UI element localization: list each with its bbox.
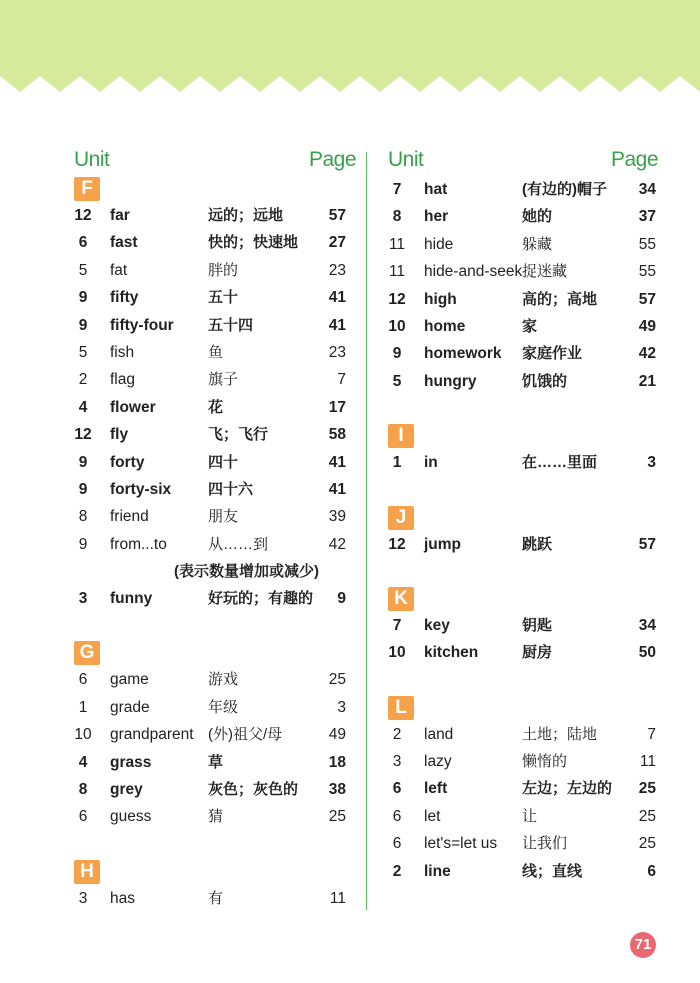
- vocab-row: [388, 176, 658, 203]
- unit-number: 2: [392, 862, 402, 880]
- chinese-meaning: (外)祖父/母: [208, 726, 283, 744]
- english-word: left: [424, 780, 448, 798]
- chinese-meaning: 朋友: [208, 508, 239, 526]
- unit-number: 12: [388, 290, 406, 308]
- english-word: key: [424, 616, 450, 634]
- english-word: fly: [110, 426, 129, 444]
- letter-badge-l: L: [388, 696, 414, 720]
- vocab-row: [74, 202, 356, 229]
- english-word: from...to: [110, 535, 167, 553]
- english-word: funny: [110, 590, 153, 608]
- column-divider: [366, 152, 367, 910]
- chinese-meaning: 猜: [208, 808, 224, 826]
- page-ref: 41: [328, 453, 346, 471]
- unit-number: 7: [392, 616, 402, 634]
- section-l-rows: [388, 721, 658, 885]
- unit-number: 8: [392, 208, 402, 226]
- unit-number: 6: [392, 780, 402, 798]
- english-word: has: [110, 889, 135, 907]
- vocab-row: [388, 340, 658, 367]
- vocab-row: [388, 531, 658, 558]
- letter-badge-g: G: [74, 641, 100, 665]
- unit-number: 5: [78, 261, 88, 279]
- vocab-row: [74, 776, 356, 803]
- page-ref: 25: [638, 807, 656, 825]
- unit-number: 6: [78, 808, 88, 826]
- vocab-row: [74, 339, 356, 366]
- page-ref: 49: [638, 317, 656, 335]
- unit-number: 9: [78, 289, 88, 307]
- unit-number: 9: [78, 535, 88, 553]
- english-word: her: [424, 208, 449, 226]
- vocab-row: [74, 885, 356, 912]
- vocab-row: [74, 585, 356, 612]
- zigzag-banner-shape: [0, 0, 700, 92]
- chinese-meaning: 草: [208, 753, 224, 771]
- section-f-rows: [74, 202, 356, 558]
- english-word: lazy: [424, 753, 452, 771]
- english-word: flower: [110, 398, 156, 416]
- vocab-row: [388, 313, 658, 340]
- unit-number: 4: [78, 398, 88, 416]
- chinese-meaning: 家庭作业: [522, 345, 583, 363]
- english-word: homework: [424, 345, 502, 363]
- page-ref: 3: [647, 454, 656, 472]
- page-ref: 21: [638, 372, 656, 390]
- page-ref: 41: [328, 480, 346, 498]
- unit-number: 11: [388, 263, 406, 281]
- chinese-meaning: 鱼: [208, 343, 224, 361]
- page-number-badge: 71: [630, 932, 656, 958]
- unit-number: 12: [74, 426, 92, 444]
- chinese-meaning: 钥匙: [522, 616, 553, 634]
- page-ref: 11: [639, 753, 656, 771]
- english-word: grey: [110, 781, 143, 799]
- vocab-row: [388, 748, 658, 775]
- unit-number: 5: [78, 343, 88, 361]
- unit-number: 2: [78, 371, 88, 389]
- vocab-row: [388, 775, 658, 802]
- section-h: [74, 859, 356, 885]
- chinese-meaning: 远的；远地: [208, 207, 284, 224]
- unit-number: 10: [74, 726, 92, 744]
- chinese-meaning: 游戏: [208, 671, 239, 689]
- chinese-meaning: 懒惰的: [522, 753, 568, 771]
- vocab-row: [74, 666, 356, 693]
- section-i: [388, 423, 658, 449]
- vocab-row: [388, 639, 658, 666]
- english-word: let: [424, 807, 441, 825]
- page-ref: 3: [337, 698, 346, 716]
- page-ref: 39: [328, 508, 346, 526]
- english-word: high: [424, 290, 457, 308]
- chinese-meaning: 飞；飞行: [208, 426, 269, 444]
- unit-number: 12: [388, 535, 406, 553]
- unit-number: 11: [388, 235, 406, 253]
- english-word: hat: [424, 181, 448, 198]
- section-l: [388, 695, 658, 721]
- section-j: [388, 505, 658, 531]
- page-ref: 55: [638, 235, 656, 253]
- english-word: flag: [110, 371, 135, 389]
- vocab-row: [74, 531, 356, 558]
- page-ref: 41: [328, 316, 346, 334]
- vocab-row: [74, 394, 356, 421]
- vocab-row: [388, 231, 658, 258]
- vocab-row: [388, 721, 658, 748]
- vocab-row: [74, 503, 356, 530]
- page-ref: 7: [647, 725, 656, 743]
- english-word: fat: [110, 261, 128, 279]
- chinese-meaning: 胖的: [208, 261, 239, 279]
- unit-number: 9: [78, 316, 88, 334]
- vocab-row: [74, 803, 356, 830]
- chinese-meaning: 快的；快速地: [208, 234, 299, 252]
- chinese-meaning: 年级: [208, 698, 239, 716]
- vocab-row: [74, 749, 356, 776]
- section-k-rows: [388, 612, 658, 667]
- chinese-meaning: 高的；高地: [522, 290, 598, 308]
- page-ref: 57: [638, 535, 656, 553]
- english-word: line: [424, 862, 451, 880]
- vocab-row: [74, 449, 356, 476]
- english-word: hide-and-seek: [424, 263, 523, 281]
- vocab-row: [388, 830, 658, 857]
- vocab-row: [74, 284, 356, 311]
- page-ref: 38: [328, 781, 346, 799]
- page-ref: 11: [329, 889, 346, 907]
- page-ref: 23: [328, 343, 346, 361]
- page-ref: 41: [328, 289, 346, 307]
- vocab-row: [388, 258, 658, 285]
- right-column: [388, 148, 658, 885]
- page-ref: 58: [328, 426, 346, 444]
- vocab-row: [388, 368, 658, 395]
- from-to-note: (表示数量增加或减少): [174, 563, 319, 581]
- vocab-row: [388, 803, 658, 830]
- section-h-rows: [74, 885, 356, 912]
- english-word: guess: [110, 808, 152, 826]
- section-h-cont-rows: [388, 176, 658, 395]
- unit-header: Unit: [388, 148, 424, 171]
- chinese-meaning: 线；直线: [522, 862, 583, 880]
- english-word: jump: [424, 535, 462, 553]
- english-word: fish: [110, 343, 135, 361]
- vocab-row: [74, 421, 356, 448]
- page-ref: 25: [638, 835, 656, 853]
- unit-number: 9: [78, 453, 88, 471]
- english-word: forty-six: [110, 480, 172, 498]
- page-ref: 17: [328, 398, 346, 416]
- section-j-rows: [388, 531, 658, 558]
- chinese-meaning: (有边的)帽子: [522, 181, 607, 198]
- left-header: [74, 148, 356, 176]
- unit-number: 5: [392, 372, 402, 390]
- left-column: [74, 148, 356, 912]
- vocab-row: [74, 721, 356, 748]
- english-word: hide: [424, 235, 454, 253]
- english-word: forty: [110, 453, 145, 471]
- chinese-meaning: 五十: [208, 289, 239, 307]
- page-ref: 6: [647, 862, 656, 880]
- chinese-meaning: 从……到: [208, 535, 269, 553]
- page-ref: 18: [328, 753, 346, 771]
- vocab-row: [388, 449, 658, 476]
- page-ref: 57: [638, 290, 656, 308]
- chinese-meaning: 让: [522, 807, 538, 825]
- unit-number: 6: [392, 835, 402, 853]
- chinese-meaning: 家: [522, 317, 538, 335]
- english-word: home: [424, 317, 466, 335]
- unit-number: 1: [78, 698, 88, 716]
- page-ref: 34: [638, 181, 656, 198]
- section-i-rows: [388, 449, 658, 476]
- chinese-meaning: 饥饿的: [522, 372, 568, 390]
- section-f: [74, 176, 356, 202]
- unit-number: 1: [392, 454, 402, 472]
- unit-number: 6: [78, 671, 88, 689]
- page-ref: 42: [638, 345, 656, 363]
- english-word: friend: [110, 508, 149, 526]
- chinese-meaning: 左边；左边的: [522, 780, 613, 798]
- english-word: land: [424, 725, 454, 743]
- letter-badge-j: J: [388, 506, 414, 530]
- section-g-rows: [74, 666, 356, 830]
- page-ref: 25: [638, 780, 656, 798]
- english-word: fifty-four: [110, 316, 174, 334]
- chinese-meaning: 有: [208, 889, 224, 907]
- page-ref: 50: [638, 644, 656, 662]
- chinese-meaning: 她的: [522, 208, 553, 226]
- page-ref: 25: [328, 671, 346, 689]
- english-word: fast: [110, 234, 138, 252]
- unit-number: 9: [78, 480, 88, 498]
- letter-badge-f: F: [74, 177, 100, 201]
- chinese-meaning: 花: [208, 398, 224, 416]
- english-word: grandparent: [110, 726, 194, 744]
- page-ref: 55: [638, 263, 656, 281]
- vocab-row: [74, 229, 356, 256]
- unit-header: Unit: [74, 148, 110, 171]
- page-ref: 49: [328, 726, 346, 744]
- letter-badge-h: H: [74, 860, 100, 884]
- page-ref: 7: [337, 371, 346, 389]
- chinese-meaning: 土地；陆地: [522, 725, 598, 743]
- chinese-meaning: 好玩的；有趣的: [208, 590, 314, 608]
- unit-number: 4: [78, 753, 88, 771]
- unit-number: 7: [392, 181, 402, 198]
- chinese-meaning: 躲藏: [522, 235, 553, 253]
- letter-badge-k: K: [388, 587, 414, 611]
- vocab-row: [388, 286, 658, 313]
- chinese-meaning: 厨房: [522, 644, 553, 662]
- vocab-row: [74, 476, 356, 503]
- english-word: game: [110, 671, 149, 689]
- right-header: [388, 148, 658, 176]
- page-ref: 37: [638, 208, 656, 226]
- section-g: [74, 640, 356, 666]
- chinese-meaning: 捉迷藏: [522, 263, 568, 281]
- chinese-meaning: 五十四: [208, 316, 254, 334]
- unit-number: 9: [392, 345, 402, 363]
- page-ref: 34: [638, 616, 656, 634]
- chinese-meaning: 让我们: [522, 835, 568, 853]
- page-ref: 25: [328, 808, 346, 826]
- english-word: hungry: [424, 372, 477, 390]
- section-f-rows-2: [74, 585, 356, 612]
- page-ref: 27: [328, 234, 346, 252]
- unit-number: 6: [78, 234, 88, 252]
- english-word: far: [110, 207, 130, 224]
- unit-number: 8: [78, 781, 88, 799]
- vocab-row: [388, 203, 658, 230]
- top-banner: [0, 0, 700, 92]
- unit-number: 3: [78, 590, 88, 608]
- page-header: Page: [308, 148, 356, 171]
- unit-number: 2: [392, 725, 402, 743]
- chinese-meaning: 四十: [208, 453, 239, 471]
- page-ref: 23: [328, 261, 346, 279]
- vocab-row: [74, 257, 356, 284]
- chinese-meaning: 四十六: [208, 480, 254, 498]
- unit-number: 3: [78, 889, 88, 907]
- english-word: fifty: [110, 289, 139, 307]
- unit-number: 3: [392, 753, 402, 771]
- chinese-meaning: 旗子: [208, 371, 239, 389]
- section-k: [388, 586, 658, 612]
- page-ref: 57: [328, 207, 346, 224]
- english-word: in: [424, 454, 438, 472]
- english-word: kitchen: [424, 644, 479, 662]
- unit-number: 6: [392, 807, 402, 825]
- chinese-meaning: 在……里面: [522, 454, 598, 472]
- chinese-meaning: 跳跃: [522, 535, 553, 553]
- english-word: let's=let us: [424, 835, 498, 853]
- chinese-meaning: 灰色；灰色的: [208, 781, 299, 799]
- unit-number: 8: [78, 508, 88, 526]
- vocab-row: [388, 612, 658, 639]
- unit-number: 10: [388, 317, 406, 335]
- vocab-row: [74, 694, 356, 721]
- unit-number: 10: [388, 644, 406, 662]
- page-header: Page: [610, 148, 658, 171]
- vocab-row: [388, 858, 658, 885]
- page-ref: 9: [337, 590, 346, 608]
- unit-number: 12: [74, 207, 92, 224]
- vocab-row: [74, 366, 356, 393]
- page-ref: 42: [328, 535, 346, 553]
- letter-badge-i: I: [388, 424, 414, 448]
- english-word: grade: [110, 698, 150, 716]
- english-word: grass: [110, 753, 152, 771]
- vocab-row: [74, 312, 356, 339]
